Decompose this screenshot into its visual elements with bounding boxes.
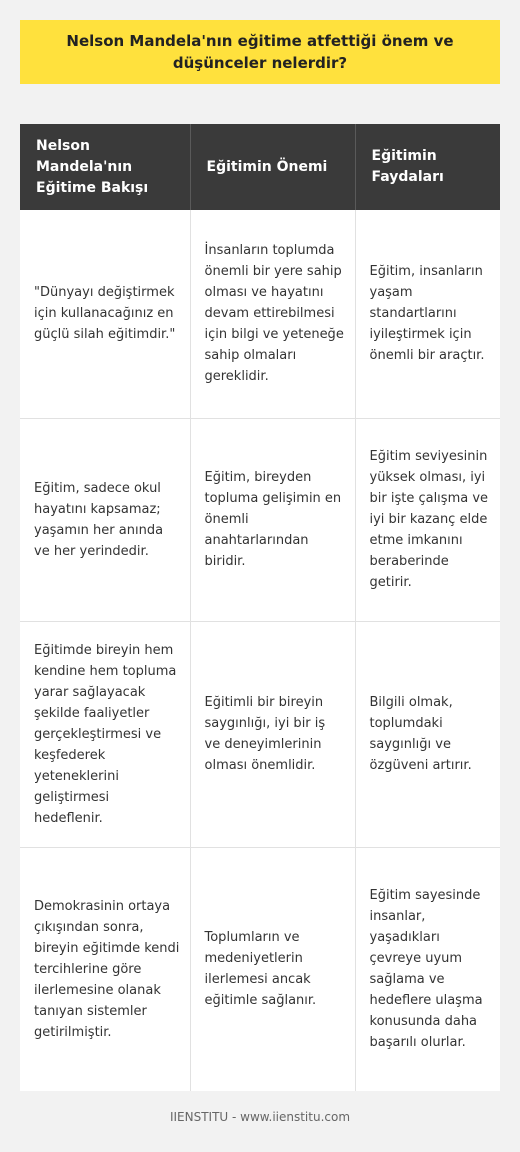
table-cell: Eğitim, bireyden topluma gelişimin en önemli anahtarlarından biridir. xyxy=(190,418,355,621)
table-cell: Eğitim seviyesinin yüksek olması, iyi bir işte çalışma ve iyi bir kazanç elde etme imkanını beraberinde getirir. xyxy=(355,418,500,621)
content-table xyxy=(20,124,500,1091)
table-cell: Bilgili olmak, toplumdaki saygınlığı ve özgüveni artırır. xyxy=(355,621,500,847)
table-cell: Toplumların ve medeniyetlerin ilerlemesi ancak eğitimle sağlanır. xyxy=(190,847,355,1091)
table-row xyxy=(20,418,500,621)
header-cell-mandela-view: Nelson Mandela'nın Eğitime Bakışı xyxy=(20,124,190,210)
table-cell: Eğitim, sadece okul hayatını kapsamaz; yaşamın her anında ve her yerindedir. xyxy=(20,418,190,621)
table-cell: "Dünyayı değiştirmek için kullanacağınız en güçlü silah eğitimdir." xyxy=(20,210,190,418)
header-cell-benefits: Eğitimin Faydaları xyxy=(355,124,500,210)
table-cell: Demokrasinin ortaya çıkışından sonra, bireyin eğitimde kendi tercihlerine göre ilerlemesine olanak tanıyan sistemler getirilmiştir. xyxy=(20,847,190,1091)
table-header-row xyxy=(20,124,500,210)
table-cell: İnsanların toplumda önemli bir yere sahip olması ve hayatını devam ettirebilmesi için bilgi ve yeteneğe sahip olmaları gereklidir. xyxy=(190,210,355,418)
table-cell: Eğitim, insanların yaşam standartlarını iyileştirmek için önemli bir araçtır. xyxy=(355,210,500,418)
title-banner xyxy=(20,20,500,84)
table-row xyxy=(20,621,500,847)
page-title: Nelson Mandela'nın eğitime atfettiği önem ve düşünceler nelerdir? xyxy=(66,32,454,72)
footer-credit: IIENSTITU - www.iienstitu.com xyxy=(169,1110,351,1124)
table-cell: Eğitimde bireyin hem kendine hem topluma yarar sağlayacak şekilde faaliyetler gerçekleştirmesi ve keşfederek yeteneklerini geliştirmesi hedeflenir. xyxy=(20,621,190,847)
table-row xyxy=(20,847,500,1091)
table-row xyxy=(20,210,500,418)
table-cell: Eğitim sayesinde insanlar, yaşadıkları çevreye uyum sağlama ve hedeflere ulaşma konusunda daha başarılı olurlar. xyxy=(369,888,483,1051)
table-cell: Eğitimli bir bireyin saygınlığı, iyi bir iş ve deneyimlerinin olması önemlidir. xyxy=(190,621,355,847)
header-cell-importance: Eğitimin Önemi xyxy=(190,124,355,210)
